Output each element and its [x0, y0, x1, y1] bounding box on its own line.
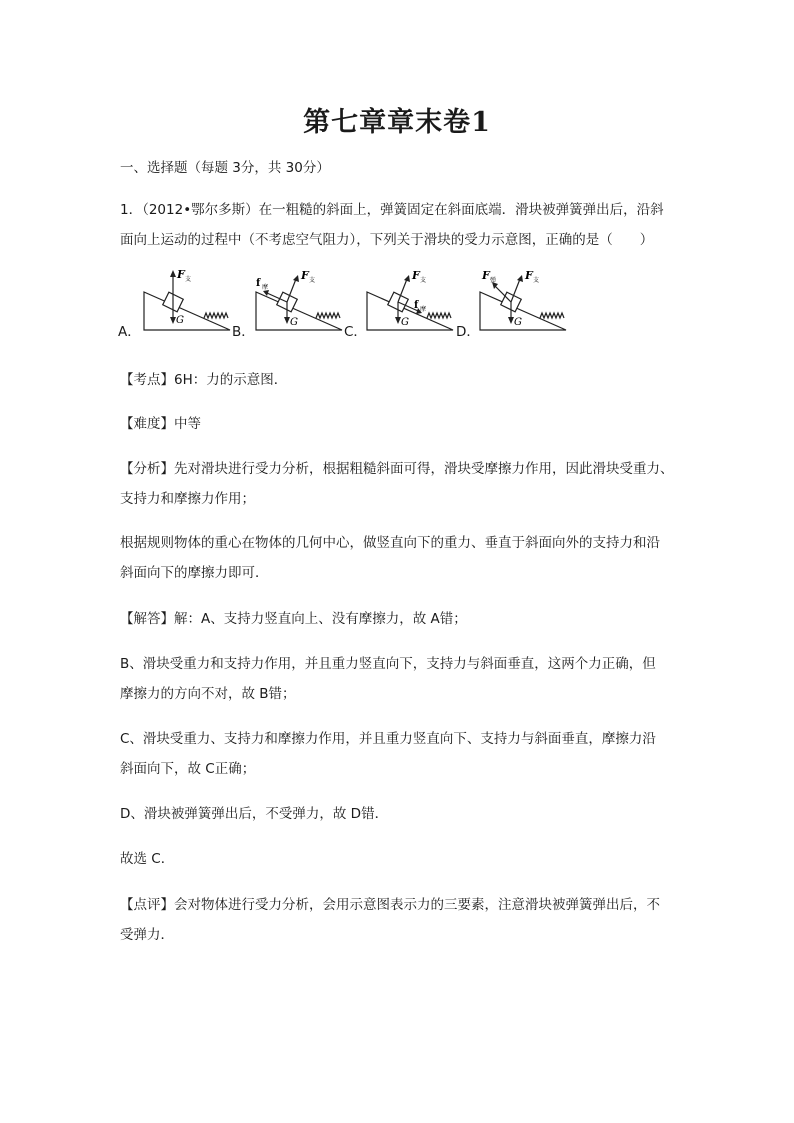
option-a-label: A． [118, 324, 141, 340]
question-text-line-2: 面向上运动的过程中（不考虑空气阻力），下列关于滑块的受力示意图，正确的是（ ） [120, 232, 654, 248]
nandu-line: 【难度】中等 [120, 416, 201, 432]
options-diagrams [118, 268, 588, 343]
option-b-diagram [254, 268, 346, 336]
page-title: 第七章章末卷1 [303, 107, 491, 138]
gravity-label: G [176, 315, 184, 326]
fenxi-line-1: 【分析】先对滑块进行受力分析，根据粗糙斜面可得，滑块受摩擦力作用，因此滑块受重力、 [120, 461, 674, 477]
friction-force-label: f [414, 300, 419, 311]
jieda-a-line: 【解答】解：A、支持力竖直向上、没有摩擦力，故 A错； [120, 611, 467, 627]
dianping-line-2: 受弹力． [120, 927, 174, 943]
friction-force-label: f [256, 278, 261, 289]
support-force-subscript: 支 [420, 277, 427, 284]
gravity-label: G [514, 317, 522, 328]
option-d-label: D． [456, 324, 480, 340]
friction-force-subscript: 摩 [262, 284, 269, 291]
spring-force-subscript: 弹 [490, 277, 497, 284]
support-force-subscript: 支 [309, 277, 316, 284]
question-text-line-1: 1．（2012•鄂尔多斯）在一粗糙的斜面上，弹簧固定在斜面底端．滑块被弹簧弹出后，沿斜 [120, 202, 664, 218]
answer-line: 故选 C． [120, 851, 175, 867]
jieda-b-line-2: 摩擦力的方向不对，故 B错； [120, 686, 296, 702]
fenxi-line-4: 斜面向下的摩擦力即可． [120, 565, 269, 581]
option-d-diagram [478, 268, 570, 336]
support-force-subscript: 支 [185, 276, 192, 283]
option-c-diagram [365, 268, 457, 336]
option-a-diagram [142, 268, 234, 336]
jieda-c-line-1: C、滑块受重力、支持力和摩擦力作用，并且重力竖直向下、支持力与斜面垂直，摩擦力沿 [120, 731, 656, 747]
jieda-c-line-2: 斜面向下，故 C正确； [120, 761, 256, 777]
fenxi-line-2: 支持力和摩擦力作用； [120, 491, 255, 507]
fenxi-line-3: 根据规则物体的重心在物体的几何中心，做竖直向下的重力、垂直于斜面向外的支持力和沿 [120, 535, 660, 551]
option-c-label: C． [344, 324, 367, 340]
support-force-label: F [301, 269, 309, 282]
dianping-line-1: 【点评】会对物体进行受力分析，会用示意图表示力的三要素，注意滑块被弹簧弹出后，不 [120, 897, 660, 913]
gravity-label: G [290, 317, 298, 328]
section-heading: 一、选择题（每题 3分，共 30分） [120, 160, 330, 176]
spring-force-label: F [482, 269, 490, 282]
jieda-b-line-1: B、滑块受重力和支持力作用，并且重力竖直向下，支持力与斜面垂直，这两个力正确，但 [120, 656, 656, 672]
jieda-d-line: D、滑块被弹簧弹出后，不受弹力，故 D错． [120, 806, 389, 822]
support-force-label: F [177, 268, 185, 281]
kaodian-line: 【考点】6H：力的示意图． [120, 372, 288, 388]
support-force-label: F [525, 269, 533, 282]
support-force-subscript: 支 [533, 277, 540, 284]
friction-force-subscript: 摩 [420, 306, 427, 313]
option-b-label: B． [232, 324, 255, 340]
support-force-label: F [412, 269, 420, 282]
gravity-label: G [401, 317, 409, 328]
